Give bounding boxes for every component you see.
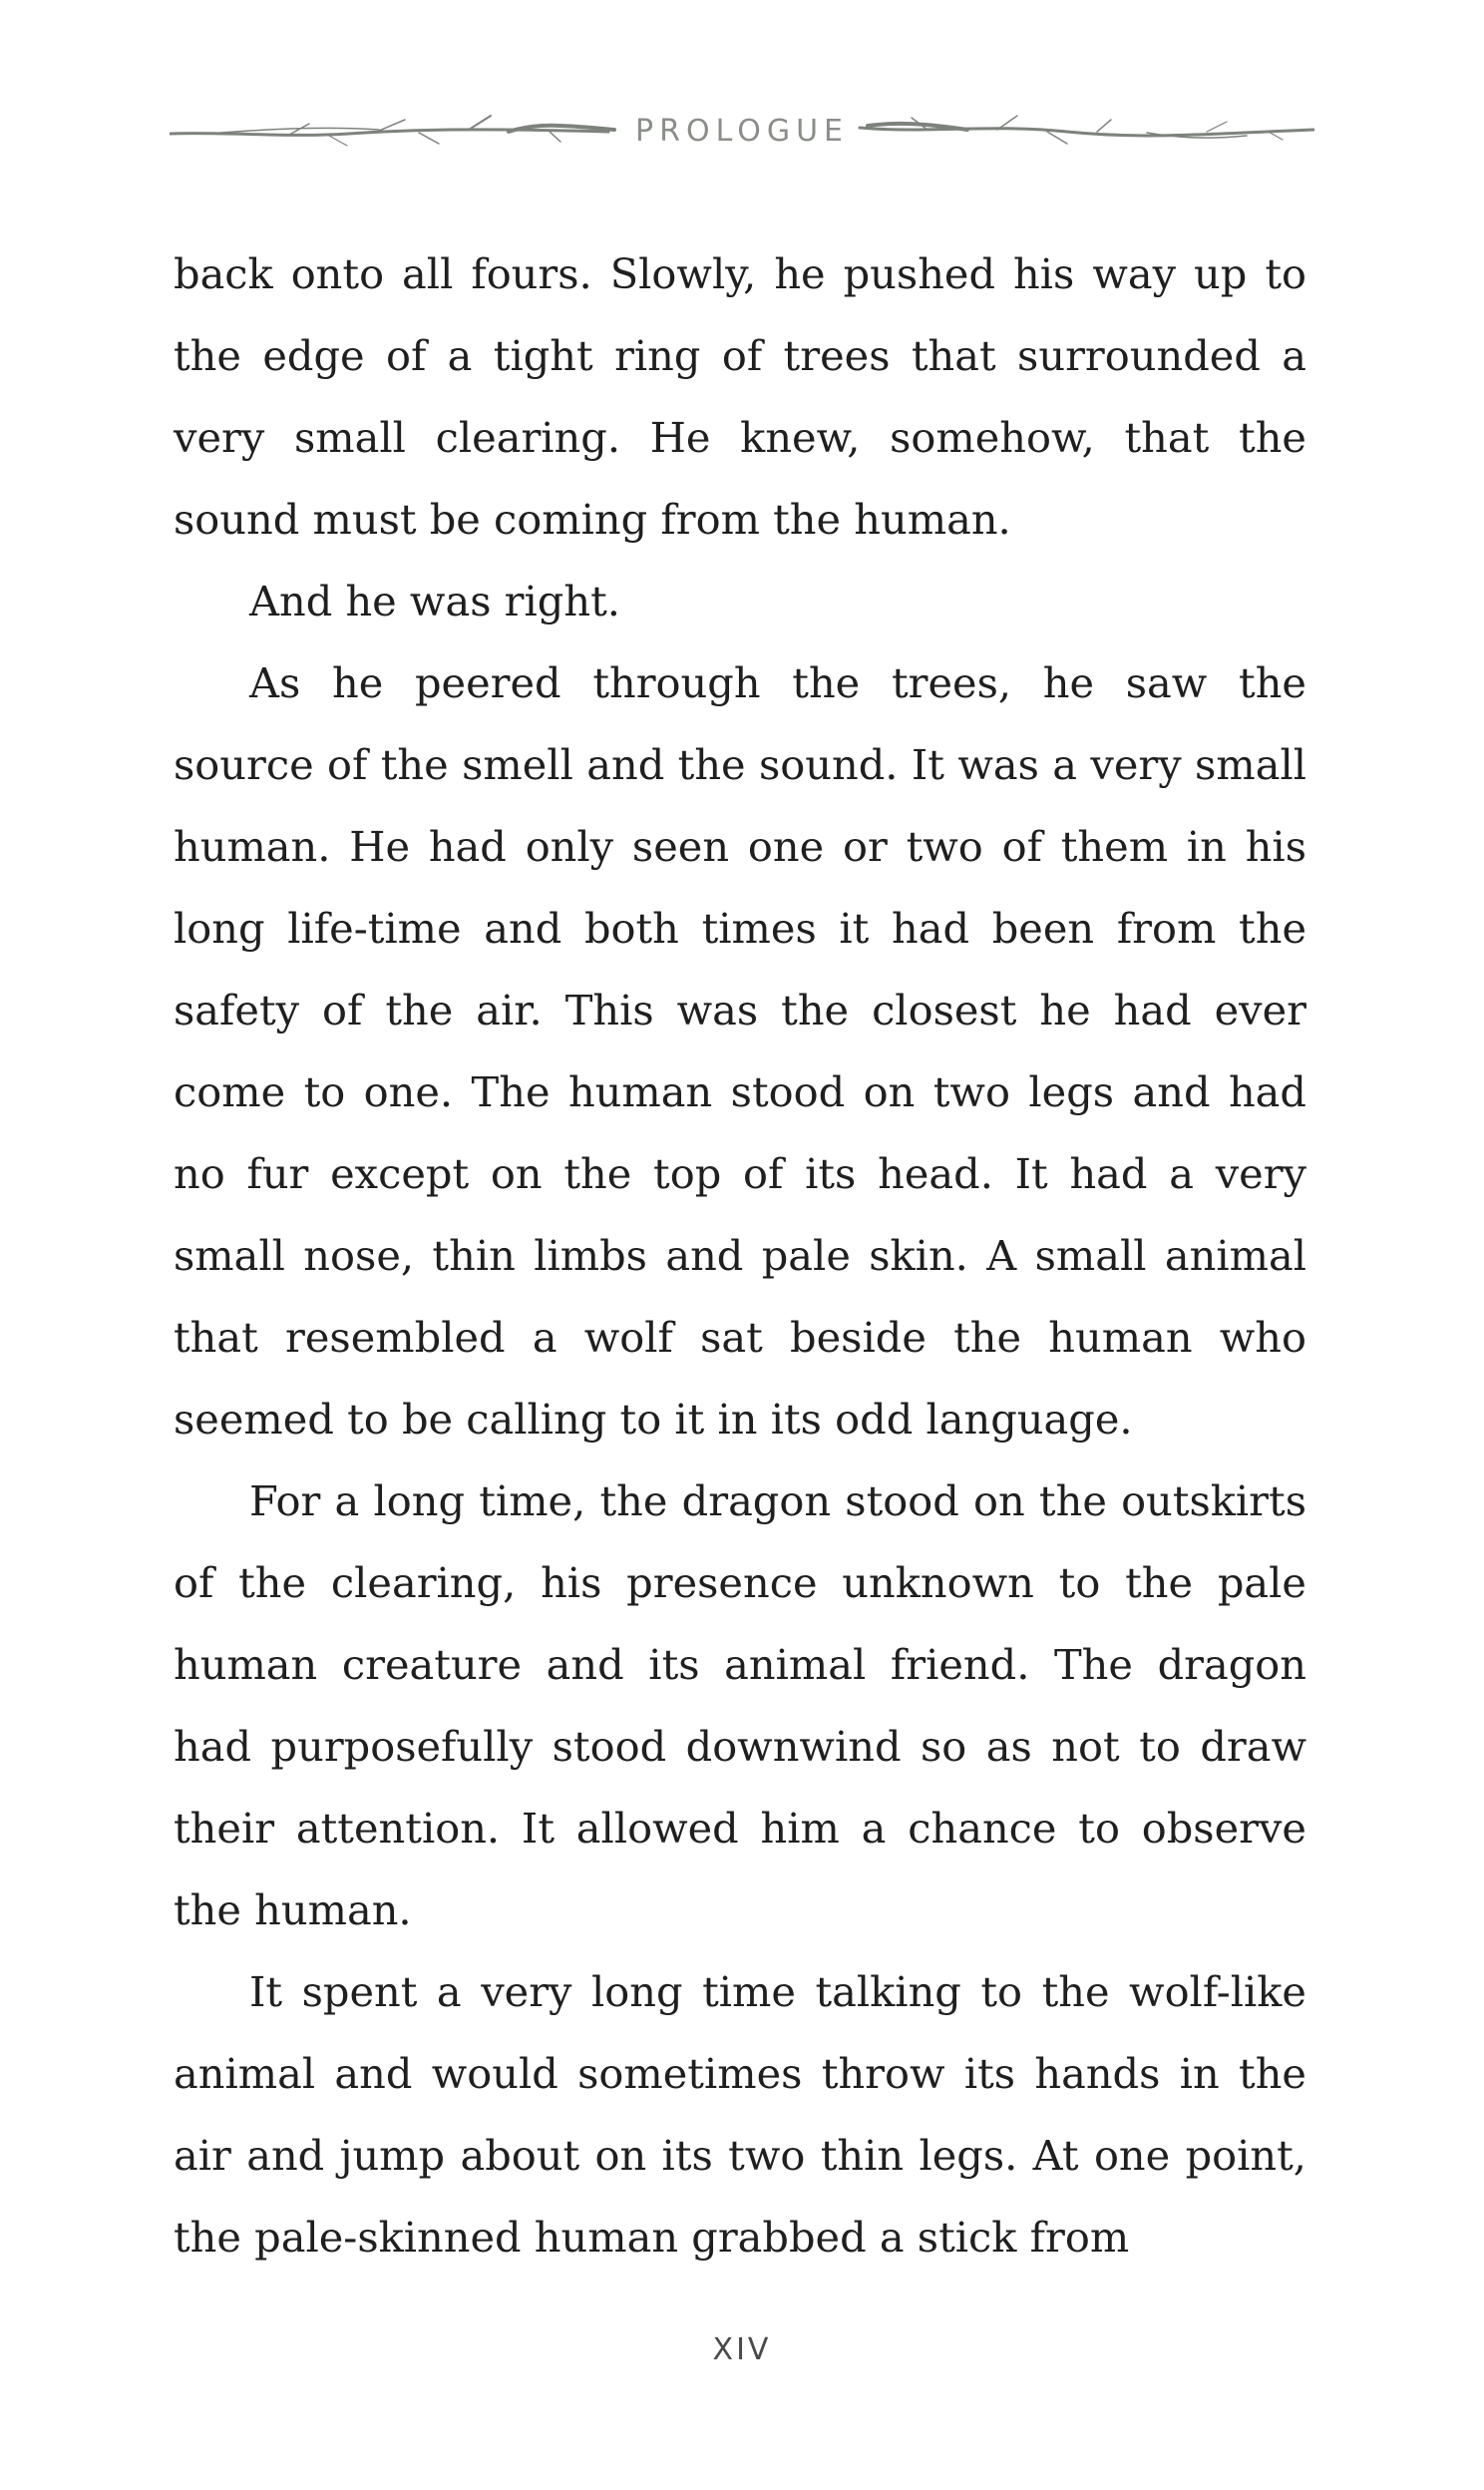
paragraph: As he peered through the trees, he saw the source of the smell and the sound. It was a very small human. He had only seen one or two of them in his long life-time and both times it had been from the safety of the air. This was the closest he had ever come to one. The human stood on two legs and had no fur except on the top of its head. It had a very small nose, thin limbs and pale skin. A small animal that resembled a wolf sat beside the human who seemed to be calling to it in its odd language. — [174, 658, 1306, 1444]
paragraph: It spent a very long time talking to the wolf-like animal and would sometimes throw its hands in the air and jump about on its two thin legs. At one point, the pale-skinned human grabbed a stick from — [174, 1967, 1306, 2262]
paragraph: For a long time, the dragon stood on the outskirts of the clearing, his presence unknown to the pale human creature and its animal friend. The dragon had purposefully stood downwind so as not to draw their attention. It allowed him a chance to observe the human. — [174, 1476, 1306, 1934]
paragraph: back onto all fours. Slowly, he pushed his way up to the edge of a tight ring of trees that surrounded a very small clearing. He knew, somehow, that the sound must be coming from the human. — [174, 249, 1306, 544]
body-text — [174, 233, 1306, 2279]
page-number: XIV — [712, 2332, 772, 2367]
chapter-title: PROLOGUE — [635, 114, 849, 149]
running-header — [170, 104, 1314, 168]
paragraph: And he was right. — [249, 577, 620, 625]
